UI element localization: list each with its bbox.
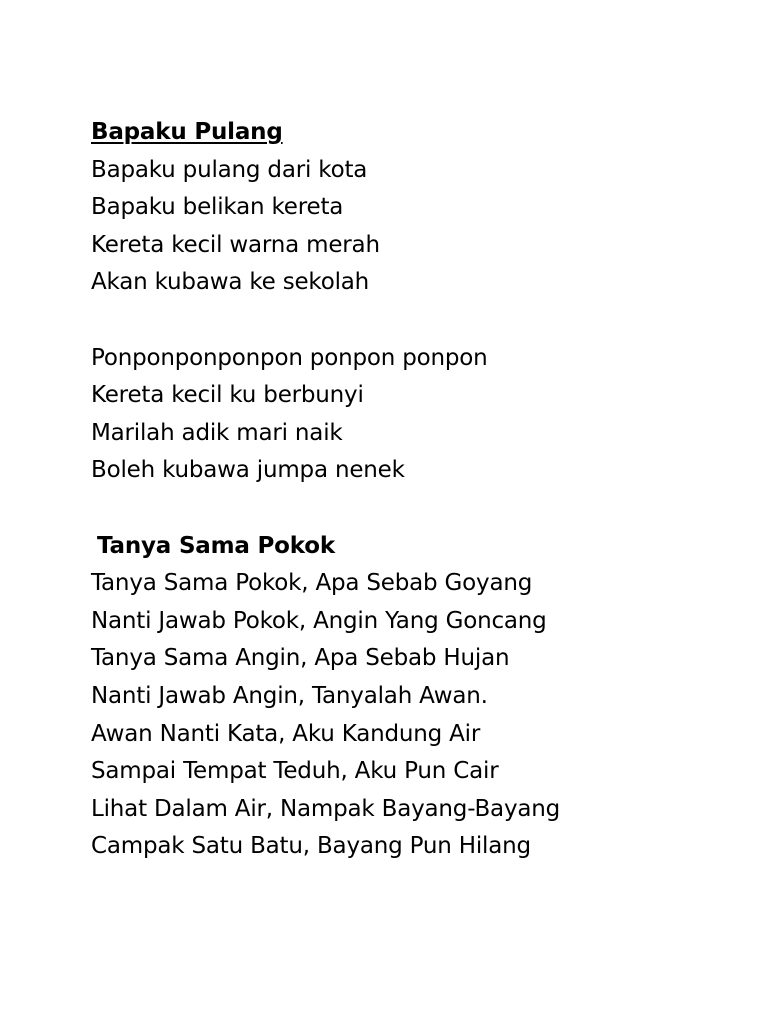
poem-line: Bapaku pulang dari kota bbox=[91, 156, 368, 183]
poem-line: Boleh kubawa jumpa nenek bbox=[91, 457, 405, 484]
poem-line: Kereta kecil ku berbunyi bbox=[91, 382, 364, 409]
stanza-spacer bbox=[91, 302, 731, 340]
poem-line: Lihat Dalam Air, Nampak Bayang-Bayang bbox=[91, 795, 561, 822]
poem-line: Tanya Sama Angin, Apa Sebab Hujan bbox=[91, 645, 510, 672]
poem-line: Nanti Jawab Pokok, Angin Yang Goncang bbox=[91, 607, 547, 634]
poem-title-bapaku-pulang: Bapaku Pulang bbox=[91, 119, 283, 145]
poem-line: Bapaku belikan kereta bbox=[91, 194, 344, 221]
poem-title-tanya-sama-pokok: Tanya Sama Pokok bbox=[97, 532, 335, 559]
poem-line: Tanya Sama Pokok, Apa Sebab Goyang bbox=[91, 570, 533, 597]
poem-line: Awan Nanti Kata, Aku Kandung Air bbox=[91, 720, 481, 747]
poem-line: Sampai Tempat Teduh, Aku Pun Cair bbox=[91, 758, 499, 785]
poem-line: Kereta kecil warna merah bbox=[91, 231, 380, 258]
poem-line: Akan kubawa ke sekolah bbox=[91, 269, 370, 296]
poem-line: Ponponponponpon ponpon ponpon bbox=[91, 344, 488, 371]
poem-line: Campak Satu Batu, Bayang Pun Hilang bbox=[91, 833, 531, 860]
poem-line: Nanti Jawab Angin, Tanyalah Awan. bbox=[91, 682, 488, 709]
poem-line: Marilah adik mari naik bbox=[91, 419, 343, 446]
document-body bbox=[91, 114, 731, 866]
stanza-spacer bbox=[91, 490, 731, 528]
